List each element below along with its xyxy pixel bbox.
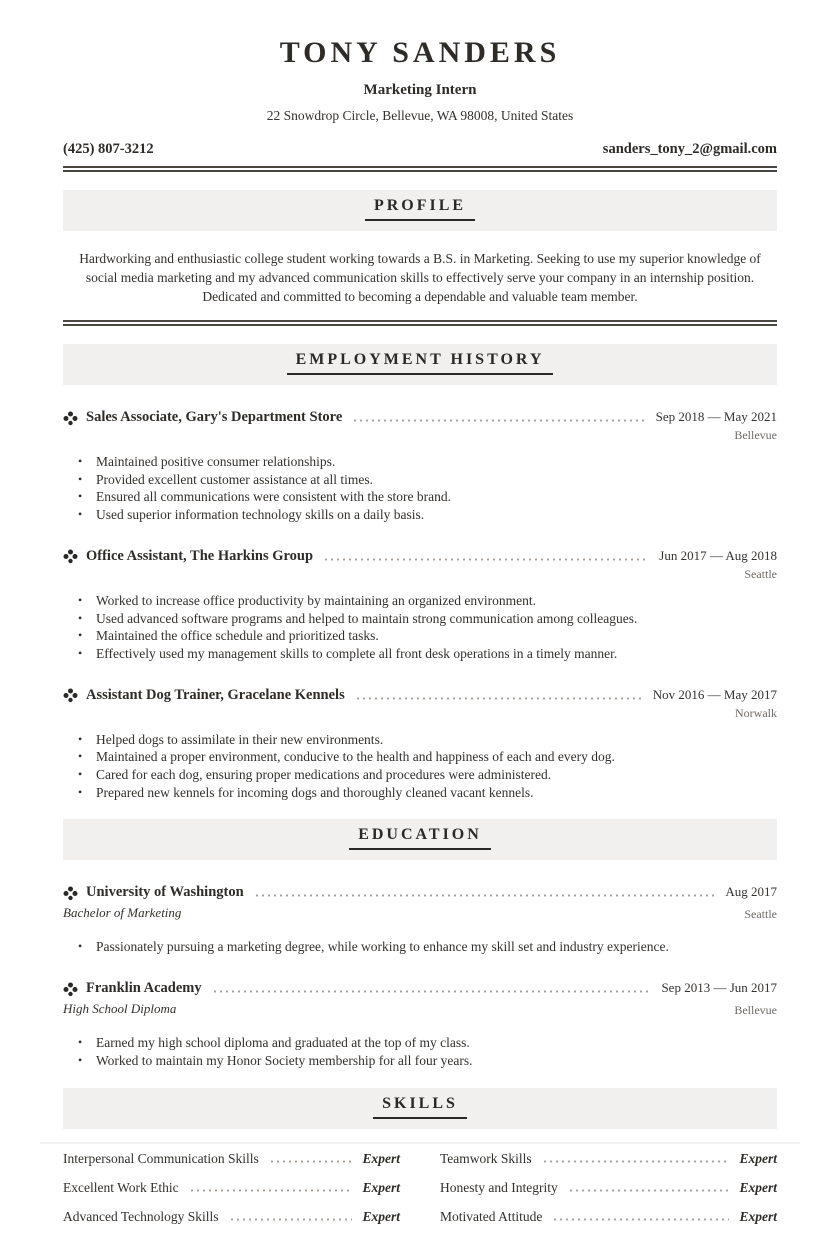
- dotted-leader: [212, 990, 652, 993]
- education-heading: EDUCATION: [349, 826, 491, 850]
- quatrefoil-marker-icon: [63, 688, 78, 702]
- job-title: Marketing Intern: [363, 82, 477, 98]
- skills-heading-band: [63, 1088, 777, 1129]
- section-skills: [63, 1088, 777, 1238]
- bullet-dot-icon: •: [78, 784, 83, 799]
- phone-number: (425) 807-3212: [63, 141, 154, 157]
- entry-dates: Sep 2013 — Jun 2017: [661, 980, 777, 996]
- entry-bullets: [63, 1034, 777, 1069]
- dotted-leader: [229, 1218, 353, 1221]
- entry-title: Sales Associate, Gary's Department Store: [86, 409, 343, 425]
- profile-heading-band: [63, 190, 777, 231]
- education-entry: [63, 980, 777, 1069]
- bullet-dot-icon: •: [78, 610, 83, 625]
- dotted-leader: [323, 558, 649, 561]
- skill-level: Expert: [362, 1208, 400, 1224]
- bullet-item: • Worked to increase office productivity by maintaining an organized environment.: [78, 592, 537, 608]
- education-entry: [63, 884, 777, 956]
- entry-title: University of Washington: [86, 884, 244, 901]
- bullet-item: • Earned my high school diploma and graduated at the top of my class.: [78, 1035, 470, 1051]
- skill-name: Honesty and Integrity: [440, 1179, 558, 1195]
- entry-dates: Aug 2017: [725, 884, 777, 900]
- bullet-dot-icon: •: [78, 1035, 83, 1050]
- skill-name: Advanced Technology Skills: [63, 1208, 219, 1224]
- bullet-item: • Passionately pursuing a marketing degree, while working to enhance my skill set and industry experience.: [78, 939, 669, 955]
- entry-bullets: [63, 453, 777, 524]
- skill-row: [440, 1180, 777, 1196]
- dotted-leader: [254, 894, 716, 897]
- bullet-item: • Effectively used my management skills to complete all front desk operations in a timely manner.: [78, 645, 618, 661]
- entry-dates: Sep 2018 — May 2021: [655, 409, 777, 424]
- skills-heading: SKILLS: [373, 1095, 467, 1119]
- profile-summary: Hardworking and enthusiastic college student working towards a B.S. in Marketing. Seeking to use my superior knowledge of social media marketing and my advanced communication skills to effectively serve your company in an internship position. Dedicated and committed to becoming a dependable and valuable team member.: [79, 251, 761, 304]
- bullet-item: • Maintained positive consumer relationships.: [78, 454, 336, 469]
- resume-header: [63, 36, 777, 172]
- bullet-dot-icon: •: [78, 471, 83, 486]
- section-profile: [63, 190, 777, 326]
- entry-bullets: [63, 592, 777, 663]
- skills-column-right: [440, 1151, 777, 1238]
- bullet-dot-icon: •: [78, 592, 83, 607]
- skill-name: Teamwork Skills: [440, 1150, 532, 1166]
- skill-level: Expert: [362, 1179, 400, 1195]
- skill-row: [63, 1209, 400, 1225]
- bullet-item: • Used superior information technology skills on a daily basis.: [78, 507, 425, 523]
- dotted-leader: [542, 1160, 730, 1163]
- bullet-item: • Prepared new kennels for incoming dogs and thoroughly cleaned vacant kennels.: [78, 784, 534, 800]
- entry-location: Bellevue: [734, 428, 777, 442]
- person-name: TONY SANDERS: [279, 36, 561, 69]
- bullet-item: • Worked to maintain my Honor Society membership for all four years.: [78, 1052, 473, 1068]
- entry-location: Seattle: [744, 566, 777, 581]
- entry-title: Office Assistant, The Harkins Group: [86, 547, 314, 564]
- bullet-item: • Maintained a proper environment, conducive to the health and happiness of each and every dog.: [78, 749, 615, 765]
- page-break-divider: [40, 1142, 800, 1144]
- email-address: sanders_tony_2@gmail.com: [602, 141, 777, 157]
- entry-dates: Nov 2016 — May 2017: [652, 686, 777, 702]
- skill-level: Expert: [362, 1150, 400, 1166]
- bullet-item: • Provided excellent customer assistance at all times.: [78, 471, 374, 487]
- skill-level: Expert: [739, 1208, 777, 1224]
- skill-name: Interpersonal Communication Skills: [63, 1150, 259, 1166]
- employment-heading: EMPLOYMENT HISTORY: [287, 351, 554, 375]
- skill-row: [63, 1151, 400, 1167]
- entry-location: Bellevue: [734, 1003, 777, 1018]
- dotted-leader: [552, 1218, 729, 1221]
- entry-location: Norwalk: [735, 705, 777, 720]
- skills-grid: [63, 1151, 777, 1238]
- profile-divider: [63, 320, 777, 326]
- section-education: [63, 819, 777, 1069]
- bullet-item: • Helped dogs to assimilate in their new environments.: [78, 731, 384, 747]
- bullet-dot-icon: •: [78, 645, 83, 660]
- skill-name: Motivated Attitude: [440, 1208, 543, 1224]
- bullet-item: • Ensured all communications were consistent with the store brand.: [78, 489, 452, 505]
- entry-title: Assistant Dog Trainer, Gracelane Kennels: [86, 686, 345, 703]
- dotted-leader: [355, 697, 643, 700]
- dotted-leader: [269, 1160, 353, 1163]
- bullet-dot-icon: •: [78, 507, 83, 522]
- entry-bullets: [63, 938, 777, 956]
- profile-heading: PROFILE: [365, 197, 475, 221]
- section-employment-history: [63, 344, 777, 801]
- bullet-dot-icon: •: [78, 749, 83, 764]
- quatrefoil-marker-icon: [63, 549, 78, 563]
- bullet-item: • Maintained the office schedule and prioritized tasks.: [78, 628, 379, 644]
- bullet-dot-icon: •: [78, 628, 83, 643]
- dotted-leader: [568, 1189, 730, 1192]
- bullet-dot-icon: •: [78, 767, 83, 782]
- quatrefoil-marker-icon: [63, 982, 78, 996]
- skill-name: Excellent Work Ethic: [63, 1179, 179, 1195]
- contact-row: [63, 141, 777, 158]
- entry-location: Seattle: [744, 907, 777, 922]
- skill-row: [63, 1180, 400, 1196]
- entry-title: Franklin Academy: [86, 980, 202, 997]
- employment-entry: [63, 548, 777, 663]
- employment-entry: [63, 409, 777, 524]
- dotted-leader: [189, 1189, 353, 1192]
- education-heading-band: [63, 819, 777, 860]
- bullet-dot-icon: •: [78, 939, 83, 954]
- bullet-dot-icon: •: [78, 1052, 83, 1067]
- employment-heading-band: [63, 344, 777, 385]
- bullet-dot-icon: •: [78, 489, 83, 504]
- dotted-leader: [352, 419, 645, 422]
- bullet-dot-icon: •: [78, 454, 83, 468]
- bullet-item: • Used advanced software programs and helped to maintain strong communication among colleagues.: [78, 610, 638, 626]
- quatrefoil-marker-icon: [63, 886, 78, 900]
- skill-row: [440, 1209, 777, 1225]
- skill-level: Expert: [739, 1179, 777, 1195]
- skill-level: Expert: [739, 1150, 777, 1166]
- bullet-item: • Cared for each dog, ensuring proper medications and procedures were administered.: [78, 767, 552, 783]
- degree-name: Bachelor of Marketing: [63, 905, 182, 921]
- bullet-dot-icon: •: [78, 731, 83, 746]
- employment-entry: [63, 687, 777, 802]
- header-divider: [63, 166, 777, 172]
- entry-dates: Jun 2017 — Aug 2018: [659, 547, 777, 563]
- skill-row: [440, 1151, 777, 1167]
- address: 22 Snowdrop Circle, Bellevue, WA 98008, United States: [266, 108, 574, 123]
- skills-column-left: [63, 1151, 400, 1238]
- quatrefoil-marker-icon: [63, 411, 78, 425]
- entry-bullets: [63, 731, 777, 802]
- degree-name: High School Diploma: [63, 1001, 177, 1017]
